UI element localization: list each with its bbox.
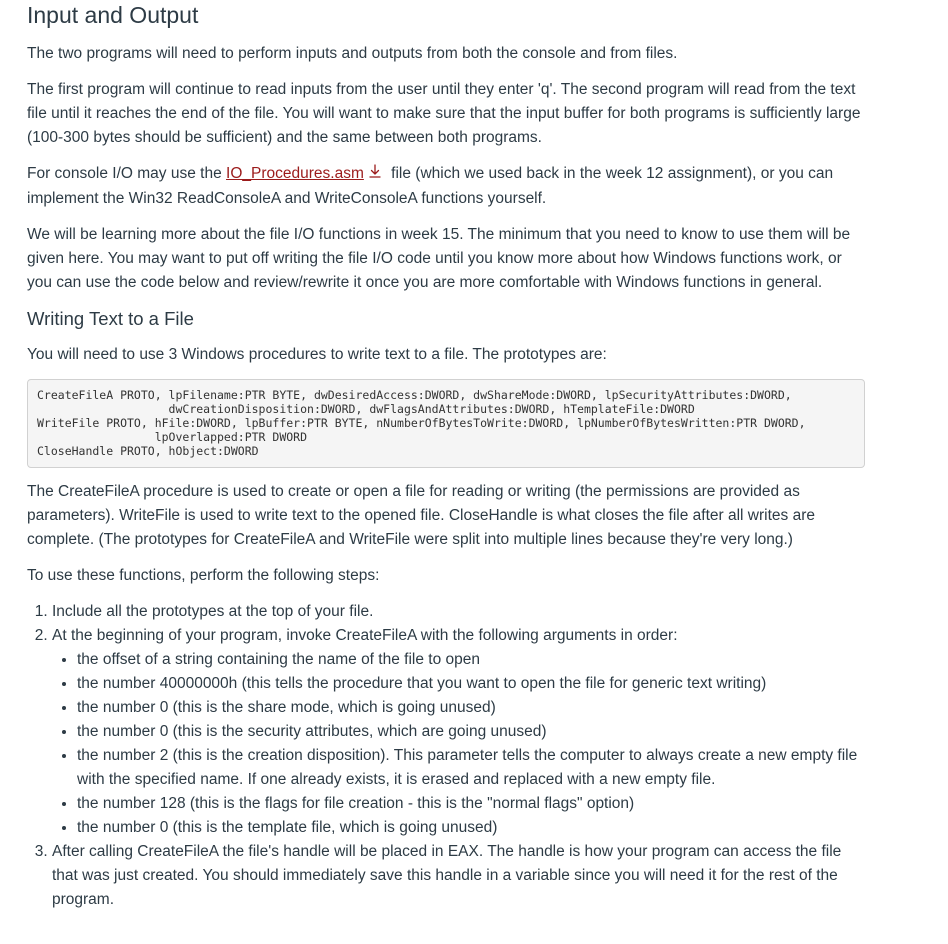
download-icon[interactable] [367, 163, 385, 187]
console-io-text-before: For console I/O may use the [27, 165, 227, 182]
createfile-paragraph: The CreateFileA procedure is used to create or open a file for reading or writing (the permissions are provided as parameters). WriteFile is used to write text to the opened file. CloseHandle is what closes the file after all writes are complete. (The prototypes for CreateFileA and WriteFile were split into multiple lines because they're very long.) [27, 483, 815, 548]
list-item: • the number 128 (this is the flags for file creation - this is the "normal flags" option) [77, 792, 865, 816]
list-item: • the number 40000000h (this tells the procedure that you want to open the file for generic text writing) [77, 672, 865, 696]
subsection-heading: Writing Text to a File [27, 308, 194, 329]
step-1-text: Include all the prototypes at the top of your file. [52, 603, 374, 620]
list-item: • the number 2 (this is the creation disposition). This parameter tells the computer to always create a new empty file with the specified name. If one already exists, it is erased and replaced with a new empty file. [77, 744, 865, 792]
list-item [52, 840, 865, 912]
list-item: • the number 0 (this is the share mode, which is going unused) [77, 696, 865, 720]
procedures-paragraph: You will need to use 3 Windows procedures to write text to a file. The prototypes are: [27, 346, 607, 363]
steps-list [27, 600, 865, 912]
prototypes-code-block: CreateFileA PROTO, lpFilename:PTR BYTE, dwDesiredAccess:DWORD, dwShareMode:DWORD, lpSecurityAttributes:DWORD, dwCreationDisposition:DWORD, dwFlagsAndAttributes:DWORD, hTemplateFile:DWORD WriteFile PROTO, hFile:DWORD, lpBuffer:PTR BYTE, nNumberOfBytesToWrite:DWORD, lpNumberOfBytesWritten:PTR DWORD, lpOverlapped:PTR DWORD CloseHandle PROTO, hObject:DWORD [27, 379, 865, 468]
intro-paragraph: The two programs will need to perform inputs and outputs from both the console and from files. [27, 45, 678, 62]
list-item [52, 624, 865, 840]
console-io-paragraph [27, 162, 865, 211]
steps-intro-paragraph: To use these functions, perform the following steps: [27, 567, 380, 584]
io-procedures-link[interactable]: IO_Procedures.asm [226, 165, 364, 182]
console-io-text-after: file (which we used back in the week 12 assignment), or you can implement the Win32 ReadConsoleA and WriteConsoleA functions yourself. [27, 165, 834, 207]
learning-paragraph: We will be learning more about the file I/O functions in week 15. The minimum that you need to know to use them will be given here. You may want to put off writing the file I/O code until you know more about how Windows functions work, or you can use the code below and review/rewrite it once you are more comfortable with Windows functions in general. [27, 226, 851, 291]
createfile-arguments-list [52, 648, 865, 840]
step-3-text: After calling CreateFileA the file's handle will be placed in EAX. The handle is how your program can access the file that was just created. You should immediately save this handle in a variable since you will need it for the rest of the program. [52, 843, 842, 908]
list-item: • the number 0 (this is the template file, which is going unused) [77, 816, 865, 840]
section-heading: Input and Output [27, 2, 199, 28]
step-2-text: At the beginning of your program, invoke CreateFileA with the following arguments in order: [52, 627, 678, 644]
list-item: • the offset of a string containing the name of the file to open [77, 648, 865, 672]
inputs-paragraph: The first program will continue to read inputs from the user until they enter 'q'. The second program will read from the text file until it reaches the end of the file. You will want to make sure that the input buffer for both programs is sufficiently large (100-300 bytes should be sufficient) and the same between both programs. [27, 81, 861, 146]
list-item: • the number 0 (this is the security attributes, which are going unused) [77, 720, 865, 744]
list-item [52, 600, 865, 624]
